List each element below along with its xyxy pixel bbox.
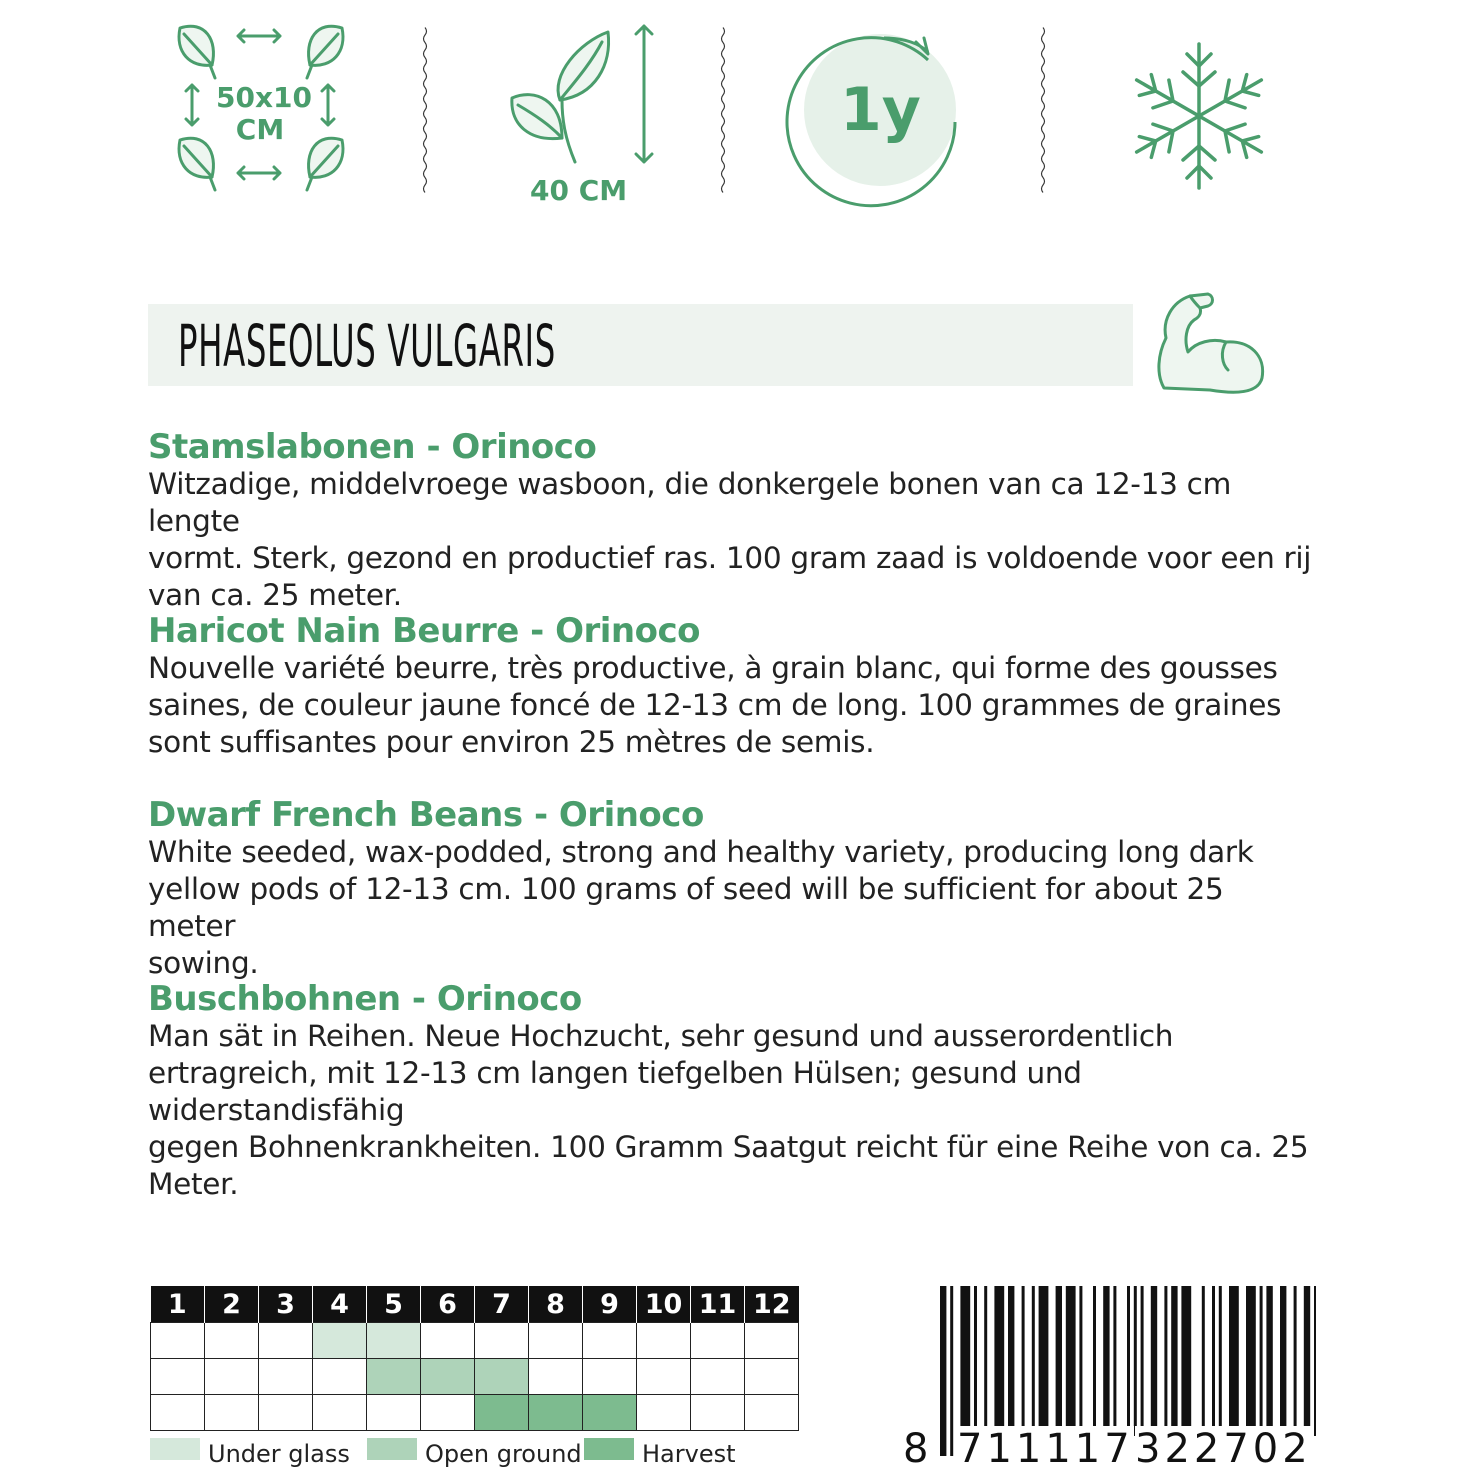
calendar-cell: [637, 1323, 691, 1359]
calendar-cell: [313, 1359, 367, 1395]
spacing-info: [160, 10, 360, 210]
height-label: 40 CM: [530, 174, 628, 207]
month-label: 7: [475, 1286, 529, 1323]
description-line: Meter.: [148, 1167, 239, 1201]
description-en: [148, 796, 1318, 982]
flexed-arm-icon: [1150, 290, 1274, 400]
barcode-bar: [994, 1286, 1004, 1436]
barcode-digits-left: 711117: [957, 1426, 1134, 1472]
calendar-cell: [367, 1323, 421, 1359]
barcode-bar: [1056, 1286, 1062, 1436]
barcode-bar: [1039, 1286, 1049, 1436]
description-line: saines, de couleur jaune foncé de 12-13 cm de long. 100 grammes de graines: [148, 688, 1282, 722]
barcode-bar: [1260, 1286, 1263, 1436]
month-label: 1: [151, 1286, 205, 1323]
calendar-cell: [691, 1395, 745, 1431]
month-label: 8: [529, 1286, 583, 1323]
barcode-digit-first: 8: [903, 1426, 929, 1472]
legend-swatch: [584, 1438, 634, 1460]
calendar-cell: [205, 1395, 259, 1431]
description-nl: [148, 428, 1318, 614]
barcode-bar: [1022, 1286, 1025, 1436]
month-label: 2: [205, 1286, 259, 1323]
barcode-bar: [1141, 1286, 1144, 1436]
calendar-cell: [745, 1359, 799, 1395]
lifecycle-info: [780, 30, 970, 210]
spacing-label: [216, 81, 312, 146]
calendar-cell: [313, 1395, 367, 1431]
barcode-bar: [1212, 1286, 1215, 1436]
calendar-cell: [583, 1323, 637, 1359]
description-title: Stamslabonen - Orinoco: [148, 427, 597, 467]
spacing-unit: CM: [235, 113, 285, 146]
snowflake-icon: [1128, 38, 1270, 194]
description-title: Haricot Nain Beurre - Orinoco: [148, 611, 700, 651]
spacing-value: 50x10: [216, 81, 312, 114]
legend-label: Under glass: [208, 1440, 350, 1468]
barcode-bar: [1032, 1286, 1035, 1436]
calendar-cell: [205, 1359, 259, 1395]
barcode-bar: [1304, 1286, 1310, 1436]
calendar-cell: [691, 1323, 745, 1359]
barcode-bar: [1151, 1286, 1157, 1436]
barcode-bar: [1219, 1286, 1222, 1436]
legend-swatch: [367, 1438, 417, 1460]
barcode-bar: [1171, 1286, 1177, 1436]
month-label: 9: [583, 1286, 637, 1323]
barcode-bar: [984, 1286, 987, 1436]
barcode-bar: [1229, 1286, 1239, 1436]
barcode-digits-right: 322702: [1135, 1426, 1312, 1472]
barcode-bar: [1066, 1286, 1076, 1436]
barcode-bar: [940, 1286, 946, 1456]
legend-swatch: [150, 1438, 200, 1460]
barcode-bar: [1093, 1286, 1096, 1436]
calendar-cell: [313, 1323, 367, 1359]
divider-wave: [1040, 0, 1046, 220]
calendar-cell: [529, 1359, 583, 1395]
barcode-bar: [950, 1286, 953, 1456]
barcode-bar: [1202, 1286, 1205, 1436]
calendar-cell: [259, 1395, 313, 1431]
calendar-cell: [637, 1359, 691, 1395]
barcode-bar: [1164, 1286, 1167, 1436]
sowing-calendar: [150, 1286, 799, 1431]
barcode-bar: [1103, 1286, 1109, 1436]
calendar-cell: [151, 1323, 205, 1359]
calendar-cell: [583, 1359, 637, 1395]
divider-wave: [720, 0, 726, 220]
description-line: sowing.: [148, 946, 259, 980]
description-line: gegen Bohnenkrankheiten. 100 Gramm Saatgut reicht für eine Reihe von ca. 25: [148, 1130, 1309, 1164]
calendar-cell: [205, 1323, 259, 1359]
barcode-bar: [1246, 1286, 1256, 1436]
calendar-header: [151, 1286, 799, 1323]
description-de: [148, 980, 1318, 1203]
month-label: 3: [259, 1286, 313, 1323]
description-title: Dwarf French Beans - Orinoco: [148, 795, 704, 835]
description-line: vormt. Sterk, gezond en productief ras. 100 gram zaad is voldoende voor een rij: [148, 541, 1312, 575]
latin-name: PHASEOLUS VULGARIS: [178, 312, 556, 380]
barcode-bar: [960, 1286, 970, 1436]
description-text: [148, 834, 1318, 982]
description-text: [148, 650, 1318, 761]
calendar-cell: [367, 1395, 421, 1431]
description-line: van ca. 25 meter.: [148, 578, 402, 612]
barcode-bar: [1113, 1286, 1116, 1436]
lifecycle-label: 1y: [840, 75, 921, 145]
description-fr: [148, 612, 1318, 761]
barcode-bar: [1181, 1286, 1191, 1436]
calendar-cell: [259, 1323, 313, 1359]
description-text: [148, 1018, 1318, 1203]
description-title: Buschbohnen - Orinoco: [148, 979, 582, 1019]
description-text: [148, 466, 1318, 614]
calendar-row-under-glass: [151, 1323, 799, 1359]
month-label: 6: [421, 1286, 475, 1323]
barcode-bar: [1079, 1286, 1082, 1436]
barcode-bar: [1280, 1286, 1286, 1436]
calendar-cell: [637, 1395, 691, 1431]
barcode-bar: [1008, 1286, 1014, 1436]
divider-wave: [422, 0, 428, 220]
description-line: sont suffisantes pour environ 25 mètres de semis.: [148, 725, 875, 759]
month-label: 4: [313, 1286, 367, 1323]
month-label: 12: [745, 1286, 799, 1323]
calendar-row-open-ground: [151, 1359, 799, 1395]
description-line: yellow pods of 12-13 cm. 100 grams of seed will be sufficient for about 25 meter: [148, 872, 1224, 943]
legend-label: Open ground: [425, 1440, 582, 1468]
calendar-cell: [529, 1395, 583, 1431]
calendar-row-harvest: [151, 1395, 799, 1431]
calendar-cell: [151, 1359, 205, 1395]
description-line: Witzadige, middelvroege wasboon, die donkergele bonen van ca 12-13 cm lengte: [148, 467, 1232, 538]
plant-height-icon: [500, 20, 680, 170]
month-label: 11: [691, 1286, 745, 1323]
barcode-bar: [1134, 1286, 1137, 1436]
calendar-cell: [745, 1395, 799, 1431]
calendar-cell: [691, 1359, 745, 1395]
description-line: White seeded, wax-podded, strong and healthy variety, producing long dark: [148, 835, 1254, 869]
month-label: 10: [637, 1286, 691, 1323]
legend-label: Harvest: [642, 1440, 736, 1468]
barcode-bar: [1294, 1286, 1297, 1436]
calendar-cell: [421, 1323, 475, 1359]
description-line: Nouvelle variété beurre, très productive, à grain blanc, qui forme des gousses: [148, 651, 1278, 685]
calendar-cell: [529, 1323, 583, 1359]
description-line: ertragreich, mit 12-13 cm langen tiefgelben Hülsen; gesund und widerstandisfähig: [148, 1056, 1082, 1127]
barcode-bar: [1314, 1286, 1316, 1436]
calendar-cell: [259, 1359, 313, 1395]
calendar-cell: [421, 1359, 475, 1395]
calendar-cell: [151, 1395, 205, 1431]
description-line: Man sät in Reihen. Neue Hochzucht, sehr gesund und ausserordentlich: [148, 1019, 1174, 1053]
barcode-bar: [1127, 1286, 1130, 1436]
calendar-cell: [745, 1323, 799, 1359]
calendar-cell: [475, 1395, 529, 1431]
calendar-cell: [367, 1359, 421, 1395]
calendar-cell: [475, 1359, 529, 1395]
calendar-cell: [421, 1395, 475, 1431]
height-info: [500, 20, 680, 210]
calendar-cell: [475, 1323, 529, 1359]
month-label: 5: [367, 1286, 421, 1323]
barcode-bar: [974, 1286, 977, 1436]
calendar-cell: [583, 1395, 637, 1431]
barcode-bar: [1266, 1286, 1272, 1436]
